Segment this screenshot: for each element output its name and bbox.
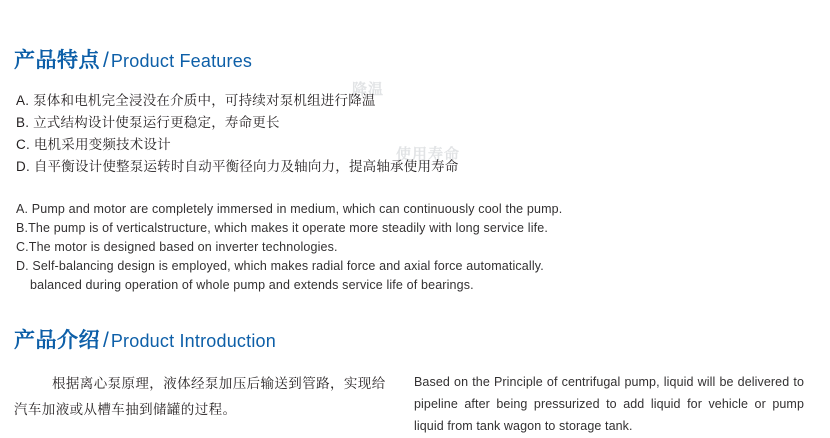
features-heading-separator: / [103, 49, 109, 72]
introduction-paragraph-en: Based on the Principle of centrifugal pump, liquid will be delivered to pipeline after being pressurized to add liquid for vehicle or pump liquid from tank wagon to storage tank. [414, 375, 804, 433]
features-list-en [16, 200, 816, 295]
scan-artifact-text: 使用寿命 [396, 146, 461, 163]
features-heading-en: Product Features [110, 51, 253, 71]
feature-en-item-continuation: balanced during operation of whole pump and extends service life of bearings. [30, 278, 474, 292]
features-heading-cn: 产品特点 [14, 49, 100, 72]
product-introduction-heading-wrap [14, 324, 816, 354]
product-features-heading [14, 0, 816, 74]
feature-en-item: B.The pump is of verticalstructure, which makes it operate more steadily with long service life. [16, 221, 548, 235]
introduction-heading-en: Product Introduction [110, 331, 276, 351]
introduction-heading-cn: 产品介绍 [14, 329, 100, 352]
introduction-heading-separator: / [103, 329, 109, 352]
introduction-body [14, 371, 816, 437]
scan-artifact-text: 降温 [352, 81, 385, 98]
product-introduction-heading [14, 324, 816, 354]
introduction-paragraph-cn: 根据离心泵原理，液体经泵加压后输送到管路，实现给汽车加液或从槽车抽到储罐的过程。 [14, 376, 386, 417]
feature-en-item: C.The motor is designed based on inverter technologies. [16, 240, 338, 254]
feature-en-item: D. Self-balancing design is employed, which makes radial force and axial force automatically. [16, 259, 544, 273]
feature-cn-item: C. 电机采用变频技术设计 [16, 137, 171, 152]
feature-en-item: A. Pump and motor are completely immersed in medium, which can continuously cool the pump. [16, 202, 563, 216]
features-list-cn [16, 90, 816, 178]
feature-cn-item: A. 泵体和电机完全浸没在介质中，可持续对泵机组进行降温 [16, 93, 376, 108]
feature-cn-item: B. 立式结构设计使泵运行更稳定，寿命更长 [16, 115, 280, 130]
feature-cn-item: D. 自平衡设计使整泵运转时自动平衡径向力及轴向力，提高轴承使用寿命 [16, 159, 459, 174]
